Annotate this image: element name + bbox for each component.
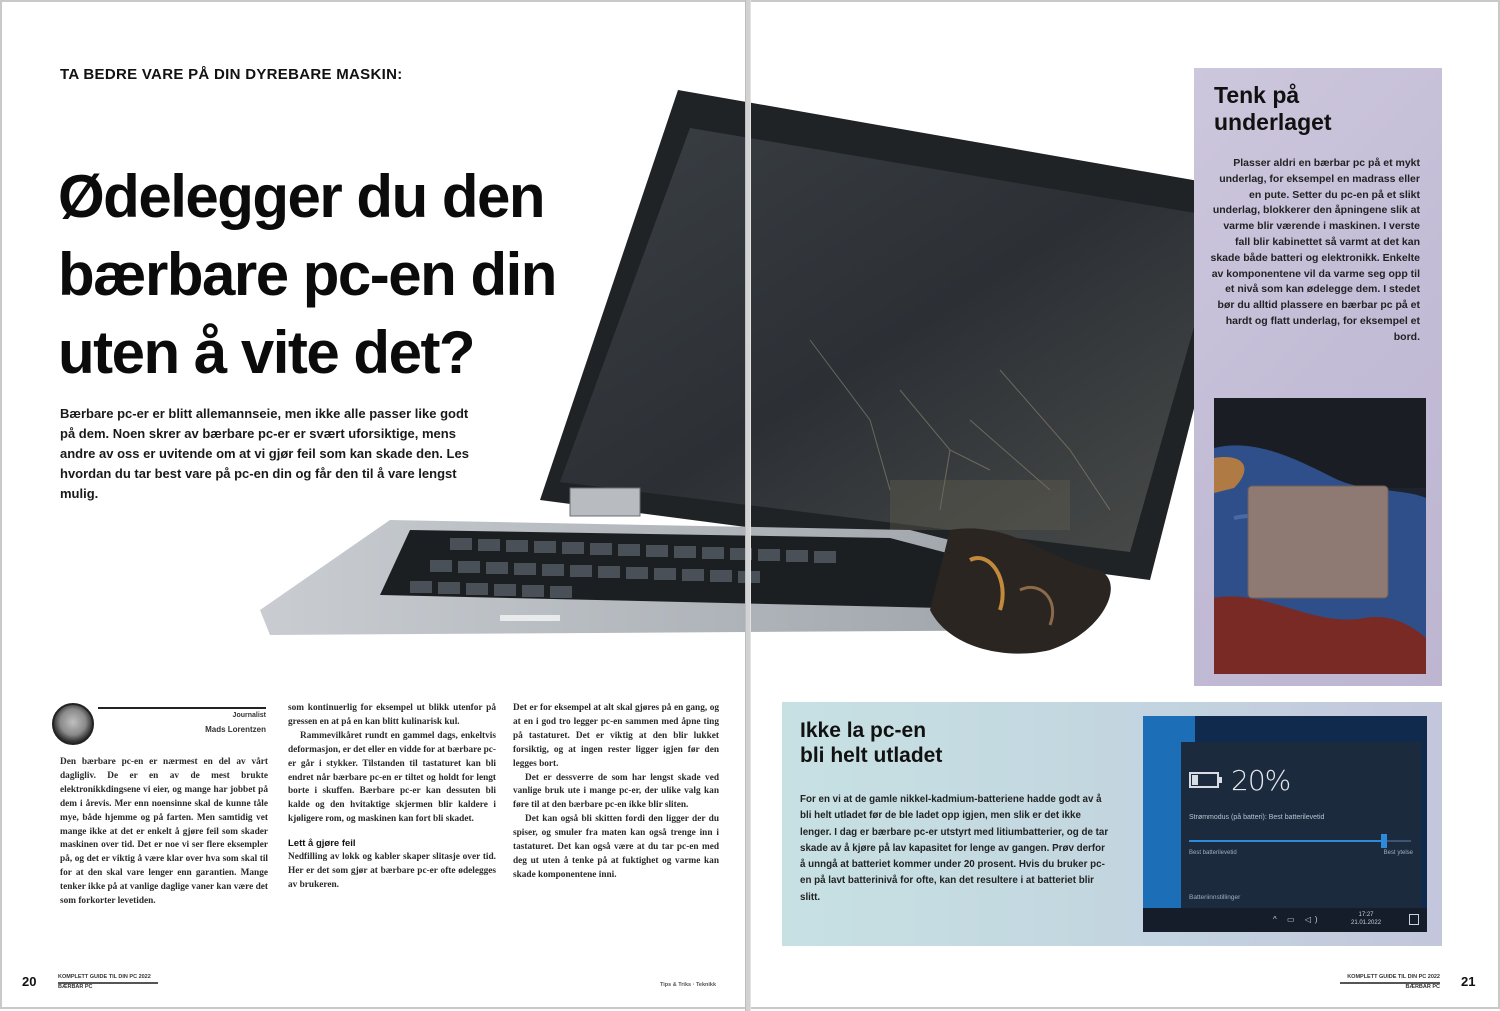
slider-thumb[interactable] — [1381, 834, 1387, 848]
body-paragraph: Det er dessverre de som har lengst skade ved vanlige bruk ute i mange pc-er, der ulike valg kan føre til at den bærbare pc-en ikke blir sliten. — [513, 772, 719, 811]
sidebar-title — [1214, 82, 1332, 136]
footer-line: KOMPLETT GUIDE TIL DIN PC 2022 — [1347, 974, 1440, 980]
body-column-1 — [60, 756, 268, 909]
notification-icon[interactable] — [1409, 914, 1419, 925]
footer-line: KOMPLETT GUIDE TIL DIN PC 2022 — [58, 974, 151, 980]
body-column-3 — [513, 702, 719, 883]
body-paragraph: Rammevilkåret rundt en gammel dags, enkeltvis deformasjon, er det eller en vidde for at bærbare pc-er går i stykker. Tilstanden til tastaturet kan bli endret når bærbare pc-en er tiltet og holdt for lengt borte i skuffen. Bærbare pc-er kan dessuten bli kalde og den hvitaktige skjermen blir kaldere i kjøligere rom, og maskinen kan fort bli skadet. — [288, 730, 496, 825]
power-mode-slider[interactable] — [1189, 840, 1411, 842]
footer-line: BÆRBAR PC — [58, 983, 93, 990]
byline-name: Mads Lorentzen — [205, 725, 266, 734]
battery-title-line: bli helt utladet — [800, 744, 943, 767]
taskbar-clock[interactable] — [1351, 911, 1381, 927]
footer-magazine-right — [1340, 974, 1440, 990]
sidebar-title-line: Tenk på — [1214, 82, 1300, 108]
battery-text: For en vi at de gamle nikkel-kadmium-batteriene hadde godt av å bli helt utladet før de ble ladet opp igjen, men slik er det ikke lenger. I dag er bærbare pc-er utstyrt med litiumbatterier, og de tar skade av å kjøre på lav kapasitet for lenge av gangen. Prøv derfor å unngå at batteriet kommer under 20 prosent. Hvis du bruker pc-en på lavt batterinivå for ofte, kan det resultere i at batteriet blir slitt. — [800, 794, 1109, 903]
battery-percent: 20% — [1231, 764, 1291, 797]
body-paragraph: Det kan også bli skitten fordi den ligger der du spiser, og smuler fra maten kan også trenge inn i tastaturet. Det kan også være at du tar pc-en med deg ut uten å tenke på at fuktighet og varme kan skade komponentene inni. — [513, 814, 719, 880]
page-number-left: 20 — [22, 974, 37, 989]
headline-line-2: bærbare pc-en din — [58, 241, 556, 308]
body-paragraph: Den bærbare pc-en er nærmest en del av vårt dagligliv. De er en av de mest brukte elektronikkdingsene vi eier, og mange har jobbet på dem i årevis. Mer enn noensinne skal de kunne tåle mye, både hjemme og på farten. Men samtidig vet mange ikke at det er enkelt å gjøre feil som skader maskinen over tid. Det er noe vi ser flere eksempler på, og det er viktig å være klar over hva som skal til for at den skal vare lenger enn garantien. Mange tenker ikke på at vanlige daglige vaner kan være det som forkorter levetiden. — [60, 757, 268, 907]
taskbar — [1143, 908, 1427, 932]
page-number-right: 21 — [1461, 974, 1476, 989]
sidebar-underlag — [1194, 68, 1442, 686]
battery-tip-box — [782, 702, 1442, 946]
slider-label-right: Best ytelse — [1383, 850, 1413, 856]
windows-battery-screenshot — [1143, 716, 1427, 932]
headline-line-3: uten å vite det? — [58, 319, 475, 386]
footer-line: BÆRBAR PC — [1405, 983, 1440, 990]
battery-flyout — [1181, 742, 1421, 928]
slider-label-left: Best batterilevetid — [1189, 850, 1237, 856]
headline-line-1: Ødelegger du den — [58, 163, 545, 230]
clock-time: 17:27 — [1358, 912, 1374, 918]
power-mode-status: Strømmodus (på batteri): Best batterilevetid — [1189, 814, 1325, 821]
body-paragraph: Nedfilling av lokk og kabler skaper slitasje over tid. Her er det som gjør at bærbare pc-er ofte ødelegges av brukeren. — [288, 852, 496, 890]
laptop-on-bed-illustration — [1214, 398, 1426, 674]
battery-title-line: Ikke la pc-en — [800, 719, 927, 742]
slider-fill — [1189, 840, 1384, 842]
body-column-2 — [288, 702, 496, 893]
footer-magazine-left — [58, 974, 158, 990]
clock-date: 21.01.2022 — [1351, 920, 1382, 926]
kicker: TA BEDRE VARE PÅ DIN DYREBARE MASKIN: — [60, 66, 403, 83]
author-avatar — [52, 703, 94, 745]
byline-label: Journalist — [232, 712, 266, 719]
battery-settings-link[interactable]: Batteriinnstillinger — [1189, 894, 1241, 901]
sidebar-title-line: underlaget — [1214, 109, 1332, 135]
body-paragraph: som kontinuerlig for eksempel ut blikk utenfor på gressen en at på en kan blitt kulinarisk kul. — [288, 703, 496, 727]
lede-paragraph: Bærbare pc-er er blitt allemannseie, men ikke alle passer like godt på dem. Noen skrer av bærbare pc-er er svært uforsiktige, mens andre av oss er uvitende om at vi gjør feil som kan skade den. Les hvordan du tar best vare på pc-en din og får den til å vare lengst mulig. — [60, 406, 469, 501]
byline — [52, 703, 266, 745]
footer-section-left: Tips & Triks · Teknikk — [660, 982, 717, 988]
battery-icon — [1189, 772, 1219, 788]
laptop-on-bed-photo — [1214, 398, 1426, 674]
byline-rule — [98, 707, 266, 709]
headline — [58, 158, 598, 392]
page-gutter — [745, 0, 751, 1011]
body-subhead: Lett å gjøre feil — [288, 838, 356, 850]
sidebar-text: Plasser aldri en bærbar pc på et mykt underlag, for eksempel en madrass eller en pute. Setter du pc-en på et slikt underlag, blokkerer den åpningene slik at varme blir værende i maskinen. I verste fall blir kabinettet så varmt at det kan skade både batteri og elektronikk. Enkelte av komponentene vil da varme seg opp til et nivå som kan ødelegge dem. I stedet bør du alltid plassere en bærbar pc på et hardt og flatt underlag, for eksempel et bord. — [1210, 157, 1420, 343]
battery-title — [800, 718, 942, 768]
body-paragraph: Det er for eksempel at alt skal gjøres på en gang, og at en i god tro legger pc-en sammen med åpne ting på tastaturet. Det er viktig at den blir lukket forsiktig, og at ingen rester ligger igjen før den legges bort. — [513, 703, 719, 769]
tray-icons[interactable]: ^ ▭ ◁) — [1273, 915, 1322, 924]
